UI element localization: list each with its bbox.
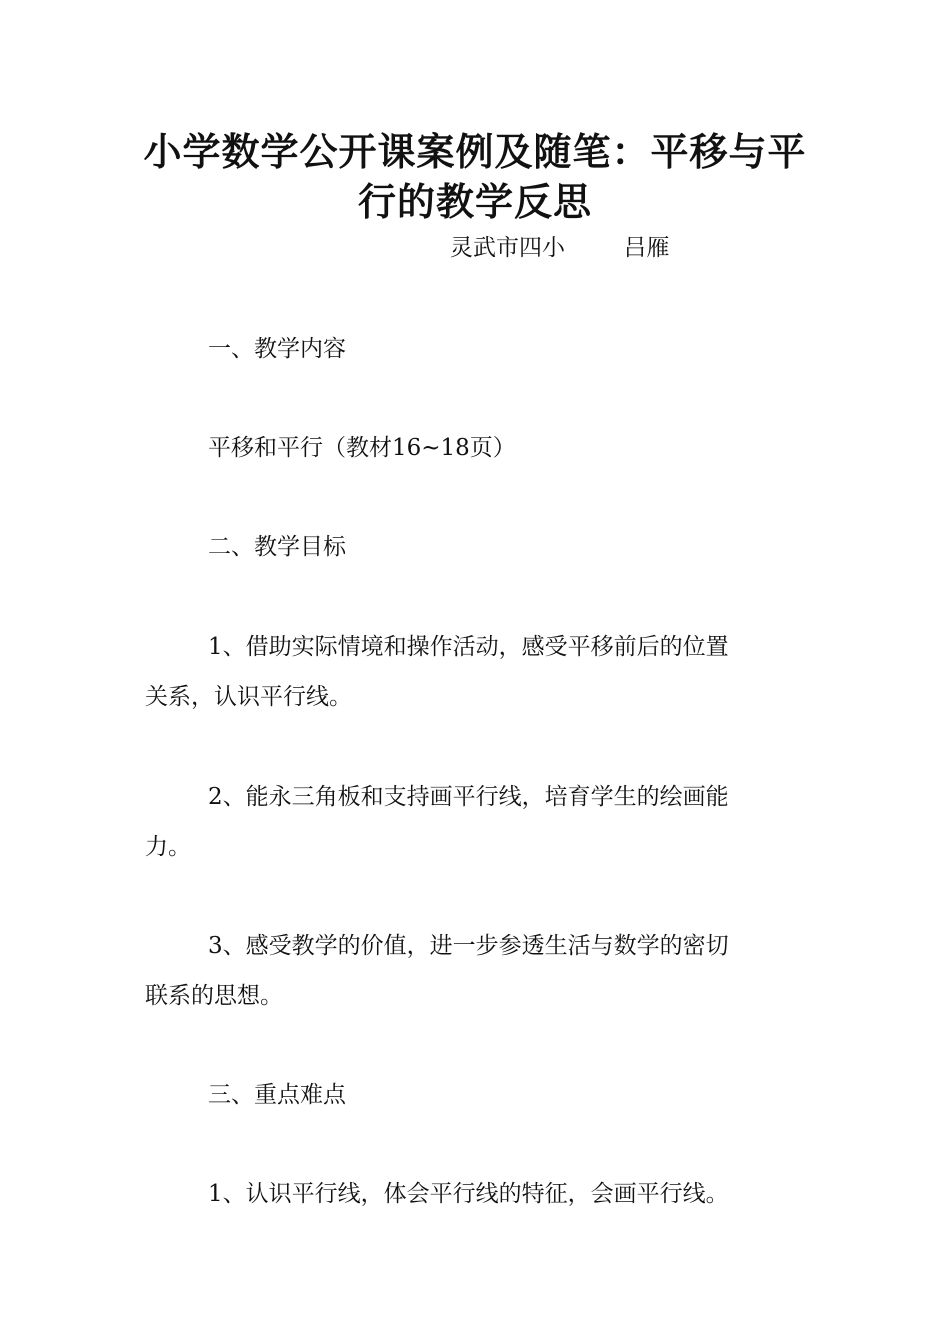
- section-heading-key-points: 三、重点难点: [208, 1082, 346, 1108]
- goal-3-line-2: 联系的思想。: [145, 983, 283, 1009]
- goal-2-line-1: 2、能永三角板和支持画平行线，培育学生的绘画能: [208, 784, 729, 810]
- goal-3-line-1: 3、感受教学的价值，进一步参透生活与数学的密切: [208, 933, 729, 959]
- section-heading-teaching-content: 一、教学内容: [208, 336, 346, 362]
- content-text: 平移和平行（教材16~18页）: [208, 435, 516, 461]
- document-title-line-2: 行的教学反思: [357, 180, 592, 224]
- author-line: 灵武市四小 吕雁: [450, 235, 670, 261]
- goal-1-line-1: 1、借助实际情境和操作活动，感受平移前后的位置: [208, 634, 729, 660]
- goal-1-line-2: 关系，认识平行线。: [145, 684, 352, 710]
- section-heading-teaching-goals: 二、教学目标: [208, 534, 346, 560]
- goal-2-line-2: 力。: [145, 834, 191, 860]
- key-point-1: 1、认识平行线，体会平行线的特征，会画平行线。: [208, 1181, 729, 1207]
- document-title-line-1: 小学数学公开课案例及随笔：平移与平: [143, 130, 807, 174]
